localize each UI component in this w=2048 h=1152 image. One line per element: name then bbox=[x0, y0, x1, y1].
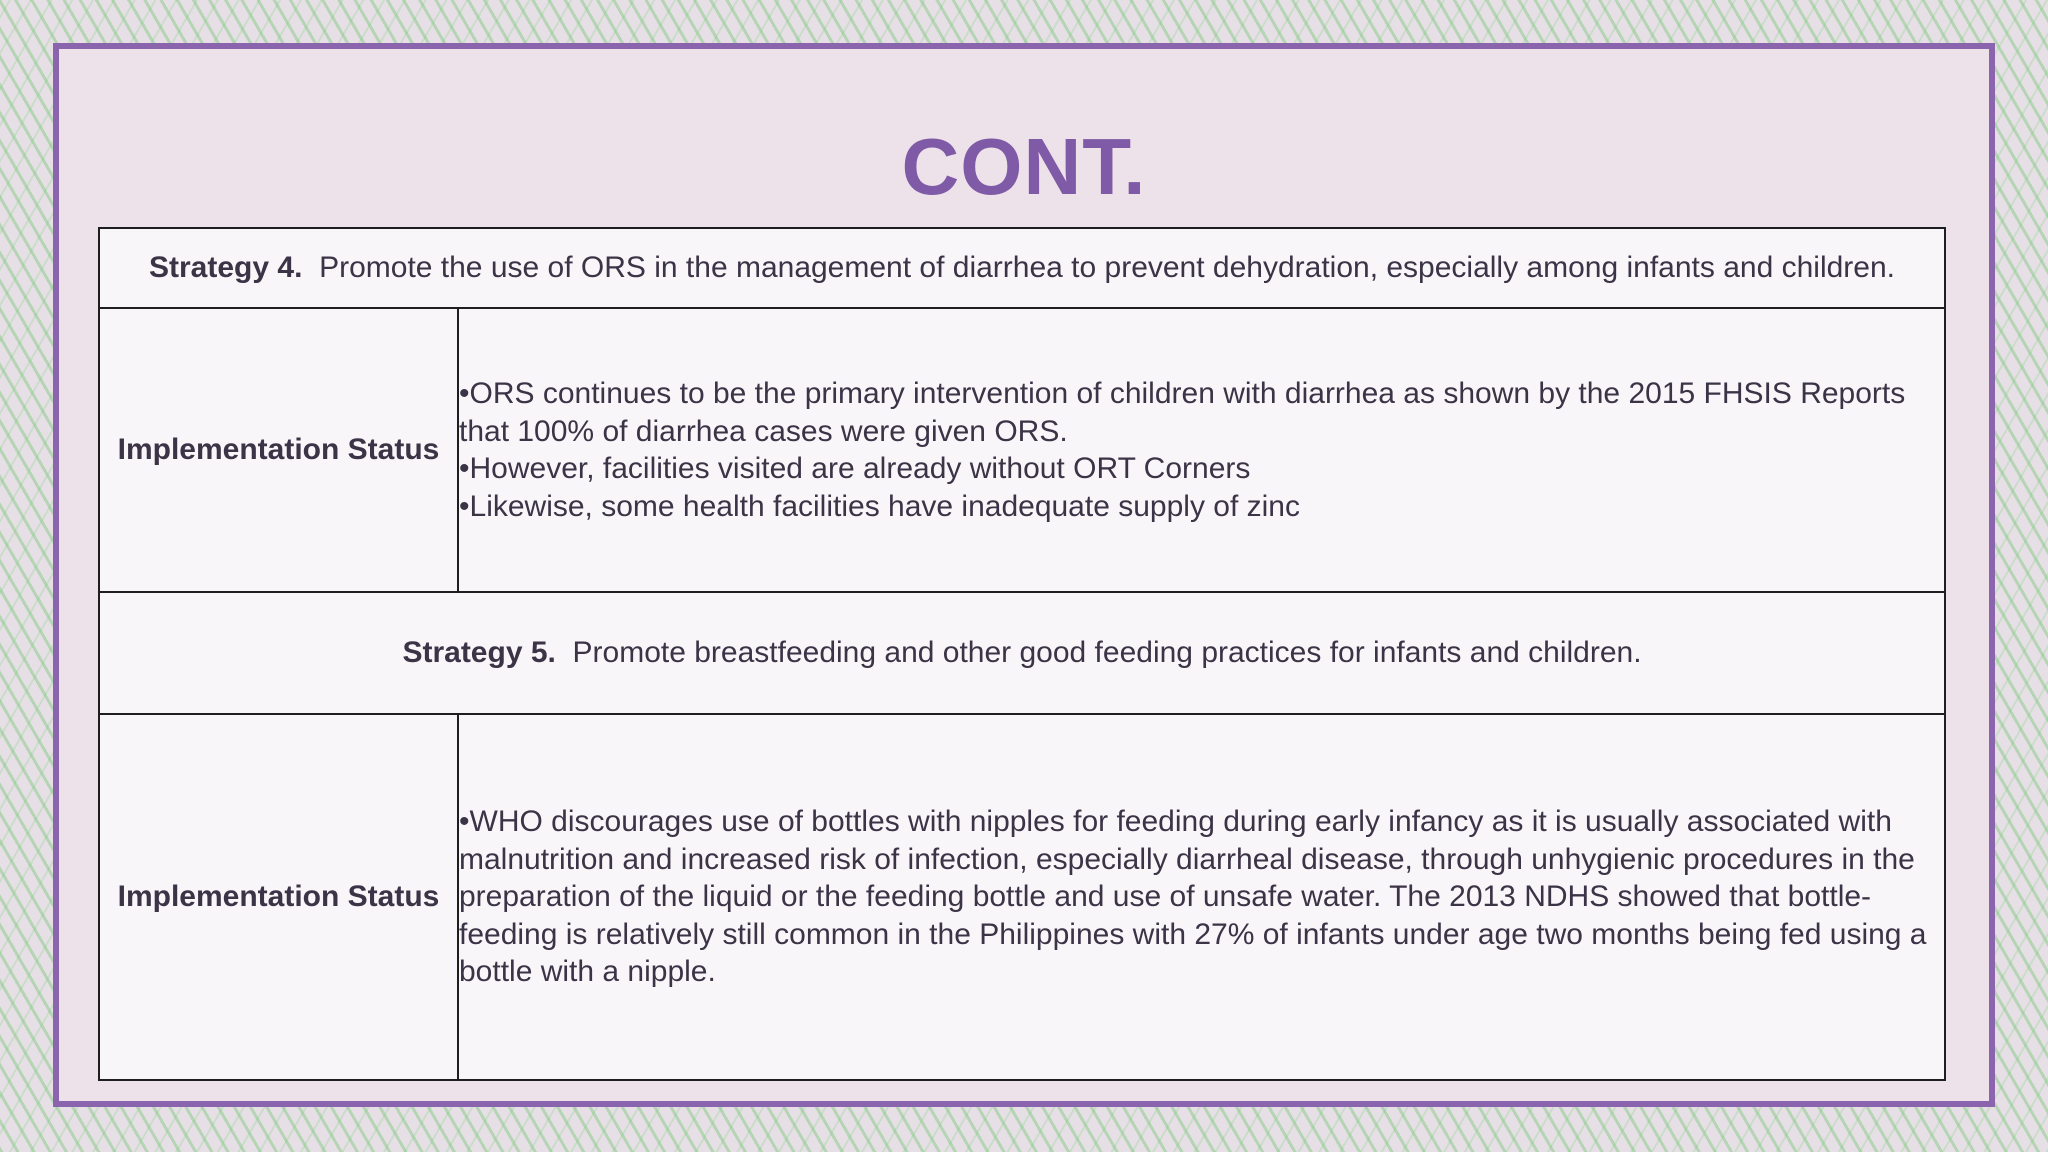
strategy-5-text: Promote breastfeeding and other good feeding practices for infants and children. bbox=[572, 636, 1642, 669]
strategy-5-label: Strategy 5. bbox=[402, 636, 556, 669]
strategy-5-row bbox=[99, 592, 1945, 714]
strategy-4-cell bbox=[99, 228, 1945, 308]
strategy-5-status-body bbox=[458, 714, 1945, 1080]
strategy-4-status-row bbox=[99, 308, 1945, 592]
strategy-4-bullet-2: •However, facilities visited are already without ORT Corners bbox=[459, 452, 1251, 485]
strategy-4-bullet-1: •ORS continues to be the primary intervention of children with diarrhea as shown by the 2015 FHSIS Reports that 100% of diarrhea cases were given ORS. bbox=[459, 377, 1906, 448]
strategy-5-status-row bbox=[99, 714, 1945, 1080]
strategy-table bbox=[98, 227, 1946, 1081]
strategy-4-status-body bbox=[458, 308, 1945, 592]
slide-title: CONT. bbox=[901, 122, 1147, 211]
strategy-5-bullet-1: •WHO discourages use of bottles with nipples for feeding during early infancy as it is usually associated with malnutrition and increased risk of infection, especially diarrheal disease, through unhygienic procedures in the preparation of the liquid or the feeding bottle and use of unsafe water. The 2013 NDHS showed that bottle-feeding is relatively still common in the Philippines with 27% of infants under age two months being fed using a bottle with a nipple. bbox=[459, 805, 1927, 989]
strategy-4-status-label: Implementation Status bbox=[99, 308, 458, 592]
strategy-5-cell bbox=[99, 592, 1945, 714]
strategy-4-bullet-3: •Likewise, some health facilities have inadequate supply of zinc bbox=[459, 489, 1300, 523]
strategy-4-text: Promote the use of ORS in the management of diarrhea to prevent dehydration, especially among infants and children. bbox=[319, 251, 1896, 284]
strategy-4-label: Strategy 4. bbox=[149, 251, 303, 284]
strategy-5-status-label: Implementation Status bbox=[99, 714, 458, 1080]
strategy-4-row bbox=[99, 228, 1945, 308]
